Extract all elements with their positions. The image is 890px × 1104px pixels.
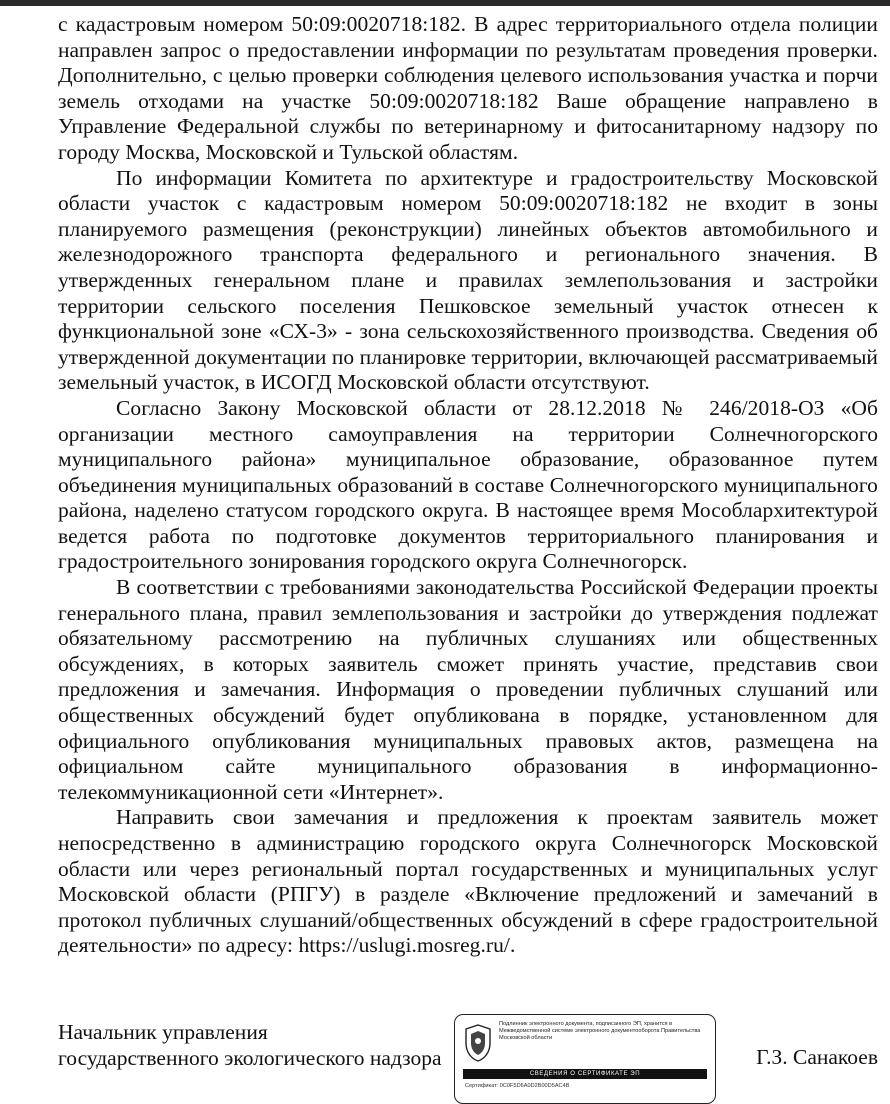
stamp-notice-text: Подлинник электронного документа, подписанного ЭП, хранится в Межведомственной системе электронного документооборота Правительства Московской области (499, 1021, 701, 1042)
paragraph-2: По информации Комитета по архитектуре и градостроительству Московской области участок с кадастровым номером 50:09:0020718:182 не входит в зоны планируемого размещения (реконструкции) линейных объектов автомобильного и железнодорожного транспорта федерального и регионального значения. В утвержденных генеральном плане и правилах землепользования и застройки территории сельского поселения Пешковское земельный участок отнесен к функциональной зоне «СХ-3» - зона сельскохозяйственного производства. Сведения об утвержденной документации по планировке территории, включающей рассматриваемый земельный участок, в ИСОГД Московской области отсутствуют. (58, 165, 878, 395)
electronic-signature-stamp (454, 1014, 716, 1104)
signatory-title-line-1: Начальник управления (58, 1020, 268, 1044)
signatory-title-line-2: государственного экологического надзора (58, 1045, 442, 1070)
paragraph-4: В соответствии с требованиями законодательства Российской Федерации проекты генерального плана, правил землепользования и застройки до утверждения подлежат обязательному рассмотрению на публичных слушаниях или общественных обсуждениях, в которых заявитель сможет принять участие, представив свои предложения и замечания. Информация о проведении публичных слушаний или общественных обсуждений будет опубликована в порядке, установленном для официального опубликования муниципальных правовых актов, размещена на официальном сайте муниципального образования в информационно-телекоммуникационной сети «Интернет». (58, 575, 878, 804)
coat-of-arms-icon (463, 1023, 493, 1063)
signature-block (58, 1020, 878, 1094)
stamp-certificate-number: Сертификат: 0C0F5D6A0D2B00D5AC4B (465, 1083, 570, 1089)
signatory-name: Г.З. Санакоев (756, 1045, 878, 1069)
paragraph-1: с кадастровым номером 50:09:0020718:182. В адрес территориального отдела полиции направлен запрос о предоставлении информации по результатам проведения проверки. Дополнительно, с целью проверки соблюдения целевого использования участка и порчи земель отходами на участке 50:09:0020718:182 Ваше обращение направлено в Управление Федеральной службы по ветеринарному и фитосанитарному надзору по городу Москва, Московской и Тульской областям. (58, 12, 878, 164)
stamp-certificate-header: СВЕДЕНИЯ О СЕРТИФИКАТЕ ЭП (463, 1069, 707, 1079)
paragraph-5: Направить свои замечания и предложения к проектам заявитель может непосредственно в администрацию городского округа Солнечногорск Московской области или через региональный портал государственных и муниципальных услуг Московской области (РПГУ) в разделе «Включение предложений и замечаний в протокол публичных слушаний/общественных обсуждений в сфере градостроительной деятельности» по адресу: https://uslugi.mosreg.ru/. (58, 805, 878, 958)
signatory-title (58, 1020, 478, 1071)
document-body (58, 12, 878, 959)
top-page-edge (0, 0, 890, 6)
paragraph-3: Согласно Закону Московской области от 28.12.2018 № 246/2018-ОЗ «Об организации местного самоуправления на территории Солнечногорского муниципального района» муниципальное образование, образованное путем объединения муниципальных образований в составе Солнечногорского муниципального района, наделено статусом городского округа. В настоящее время Мособлархитектурой ведется работа по подготовке документов территориального планирования и градостроительного зонирования городского округа Солнечногорск. (58, 395, 878, 574)
